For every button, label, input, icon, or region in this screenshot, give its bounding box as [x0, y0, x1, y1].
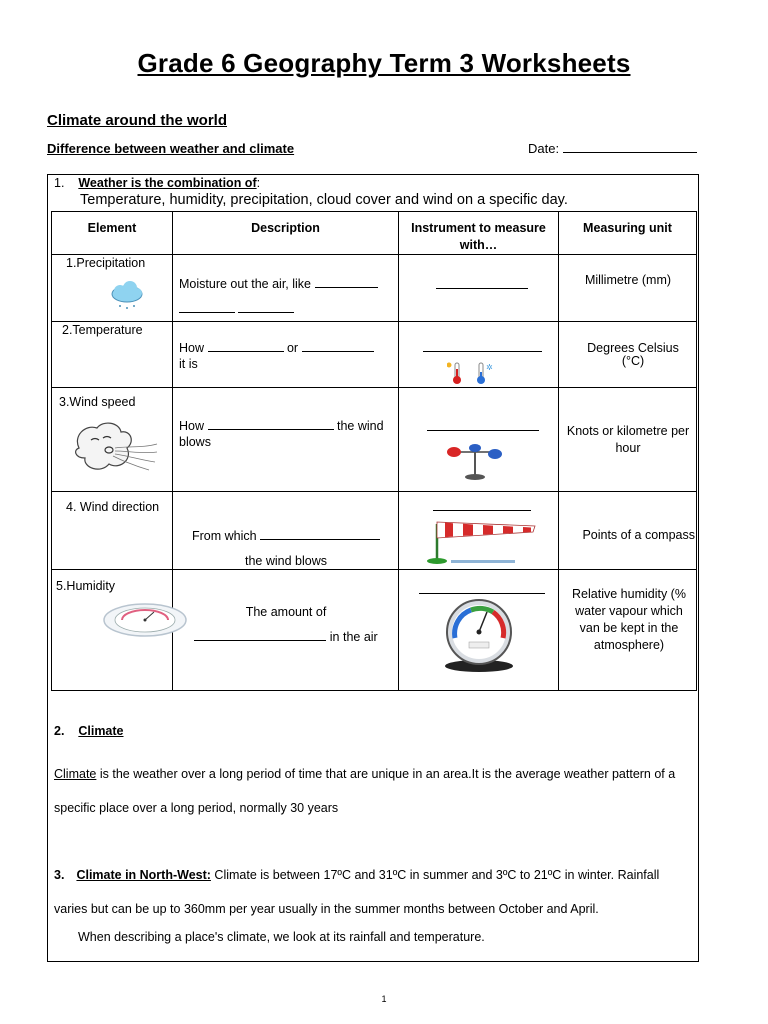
instrument-answer-blank[interactable]: [423, 339, 542, 352]
north-west-body: Climate is between 17ºC and 31ºC in summer and 3ºC to 21ºC in winter. Rainfall varies but can be up to 360mm per year usually in the summer months between October and April.: [54, 868, 660, 916]
unit-cell: [559, 322, 697, 388]
wind-direction-from: From which: [191, 529, 257, 543]
climate-heading: [54, 724, 124, 738]
climate-term: Climate: [54, 767, 97, 781]
answer-blank[interactable]: [194, 628, 326, 641]
question-1-number: 1.: [54, 176, 65, 190]
weather-elements-table: [51, 211, 697, 691]
wind-face-icon: [69, 418, 161, 484]
table-row: [52, 492, 697, 570]
element-cell: [52, 570, 173, 691]
wind-speed-how: How: [179, 419, 205, 433]
svg-text:✲: ✲: [486, 363, 493, 372]
table-header-row: [52, 212, 697, 255]
unit-cell: [559, 492, 697, 570]
element-cell: [52, 492, 173, 570]
instrument-answer-blank[interactable]: [419, 581, 545, 594]
element-cell: [52, 255, 173, 322]
instrument-answer-blank[interactable]: [436, 276, 528, 289]
question-1-text: Temperature, humidity, precipitation, cloud cover and wind on a specific day.: [80, 192, 568, 208]
windsock-icon: [423, 514, 547, 566]
element-wind-speed: 3.Wind speed: [59, 395, 136, 409]
climate-number: 2.: [54, 724, 65, 738]
header-description: Description: [173, 212, 399, 255]
unit-cell: [559, 388, 697, 492]
north-west-number: 3.: [54, 868, 65, 882]
humidity-description: in the air: [329, 630, 378, 644]
subtitle: Difference between weather and climate: [47, 141, 295, 156]
description-cell: [173, 388, 399, 492]
answer-blank[interactable]: [260, 527, 380, 540]
precipitation-description: Moisture out the air, like: [179, 277, 312, 291]
date-label: Date:: [528, 141, 560, 156]
question-1-heading: [54, 176, 260, 190]
north-west-paragraph: [54, 858, 694, 926]
answer-blank[interactable]: [208, 339, 284, 352]
temperature-it-is: it is: [179, 357, 198, 371]
temperature-how: How: [179, 341, 205, 355]
temperature-or: or: [286, 341, 299, 355]
unit-knots: Knots or kilometre per hour: [566, 424, 690, 455]
element-temperature: 2.Temperature: [62, 323, 143, 337]
date-blank[interactable]: [563, 141, 697, 153]
answer-blank[interactable]: [238, 300, 294, 313]
unit-compass: Points of a compass: [582, 528, 695, 542]
climate-body: is the weather over a long period of time that are unique in an area.It is the average weather pattern of a specific place over a long period, normally 30 years: [54, 767, 676, 815]
instrument-answer-blank[interactable]: [433, 498, 531, 511]
header-instrument: Instrument to measure with…: [399, 212, 559, 255]
wind-direction-description: the wind blows: [245, 554, 327, 568]
unit-cell: [559, 570, 697, 691]
table-row: [52, 570, 697, 691]
instrument-cell: [399, 255, 559, 322]
instrument-cell: [399, 388, 559, 492]
page-number: 1: [381, 994, 387, 1004]
instrument-answer-blank[interactable]: [427, 418, 539, 431]
table-row: [52, 255, 697, 322]
thermometer-icon: [447, 360, 495, 386]
unit-millimetre: Millimetre (mm): [584, 273, 672, 287]
description-cell: [173, 492, 399, 570]
answer-blank[interactable]: [208, 417, 334, 430]
unit-relative-humidity: Relative humidity (% water vapour which van be kept in the atmosphere): [572, 587, 686, 652]
answer-blank[interactable]: [179, 300, 235, 313]
unit-cell: [559, 255, 697, 322]
instrument-cell: [399, 570, 559, 691]
element-cell: [52, 388, 173, 492]
question-1-colon: :: [256, 176, 261, 190]
climate-definition: [54, 757, 694, 825]
element-wind-direction: 4. Wind direction: [66, 500, 160, 514]
description-cell: [173, 255, 399, 322]
north-west-heading: Climate in North-West:: [76, 868, 211, 882]
unit-celsius: Degrees Celsius (°C): [587, 341, 679, 368]
climate-heading-label: Climate: [78, 724, 124, 738]
instrument-cell: [399, 492, 559, 570]
description-cell: [173, 322, 399, 388]
answer-blank[interactable]: [315, 275, 378, 288]
instrument-cell: [399, 322, 559, 388]
page-title: Grade 6 Geography Term 3 Worksheets: [137, 48, 631, 78]
question-1-label: Weather is the combination of: [78, 176, 257, 190]
header-unit: Measuring unit: [559, 212, 697, 255]
date-field: [528, 141, 697, 156]
rain-cloud-icon: [108, 281, 146, 311]
wind-speed-description: the wind blows: [179, 419, 384, 449]
hygrometer-icon: [431, 598, 527, 674]
answer-blank[interactable]: [302, 339, 374, 352]
table-row: [52, 388, 697, 492]
element-precipitation: 1.Precipitation: [66, 256, 146, 270]
element-cell: [52, 322, 173, 388]
element-humidity: 5.Humidity: [56, 579, 116, 593]
anemometer-icon: [445, 438, 507, 482]
description-cell: [173, 570, 399, 691]
humidity-amount: The amount of: [245, 605, 327, 619]
header-element: Element: [52, 212, 173, 255]
climate-description-note: When describing a place's climate, we look at its rainfall and temperature.: [78, 930, 485, 944]
table-row: [52, 322, 697, 388]
section-title: Climate around the world: [47, 112, 228, 129]
